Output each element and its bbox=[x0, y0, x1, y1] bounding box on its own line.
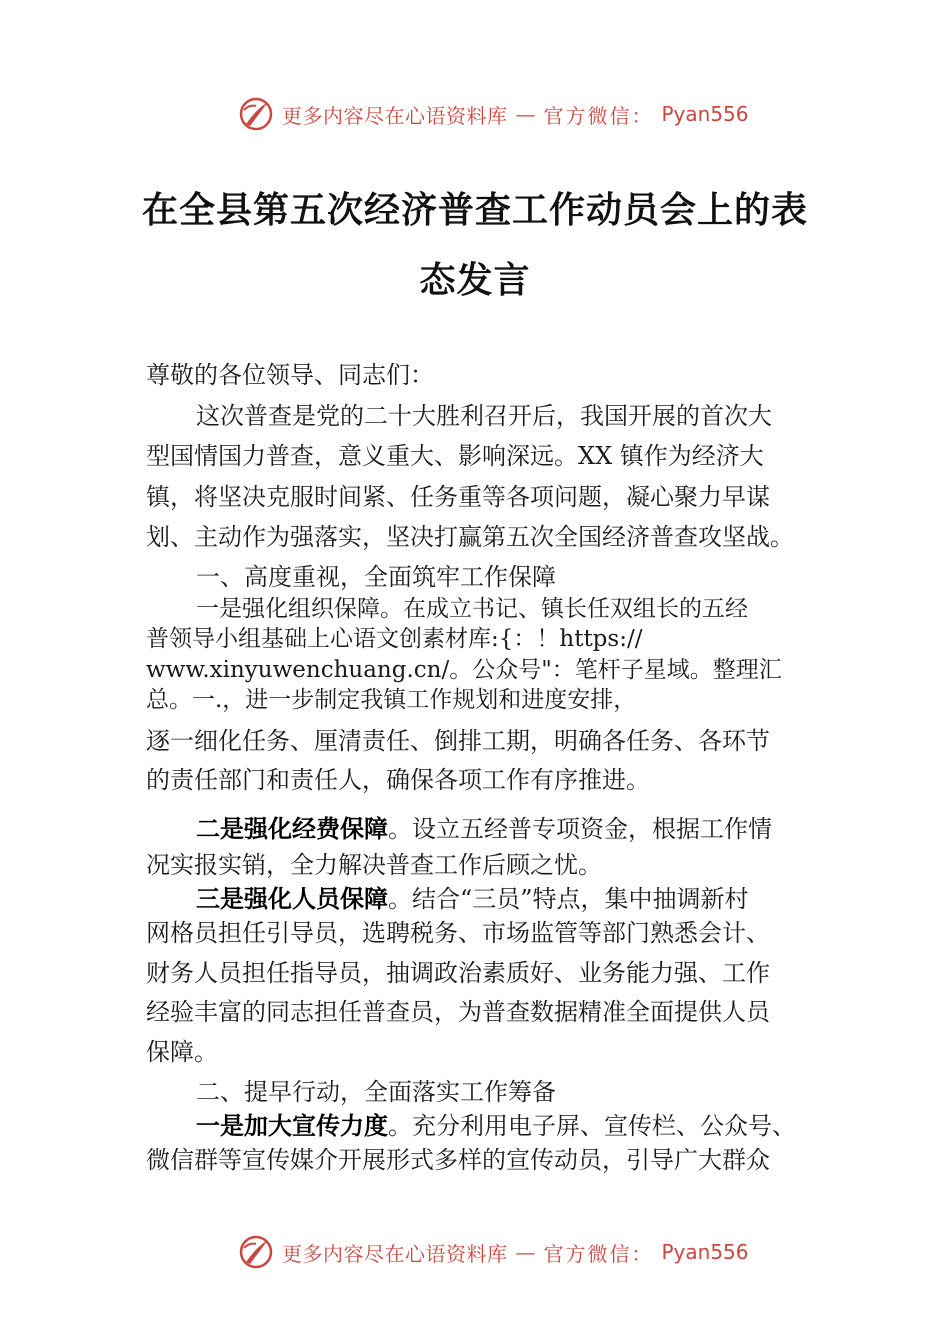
paragraph-1-line: 这次普查是党的二十大胜利召开后，我国开展的首次大 bbox=[196, 402, 772, 430]
watermark-wechat-id: Pyan556 bbox=[661, 1240, 749, 1264]
watermark-wechat-id: Pyan556 bbox=[661, 102, 749, 126]
paragraph-4-line: 保障。 bbox=[146, 1038, 218, 1066]
paragraph-4-text: 。结合“三员”特点，集中抽调新村 bbox=[388, 885, 749, 913]
paragraph-5-lead: 一是加大宣传力度 bbox=[196, 1112, 388, 1140]
paragraph-2-line: 总。一.，进一步制定我镇工作规划和进度安排， bbox=[146, 687, 637, 713]
page-title-line-2: 态发言 bbox=[419, 259, 531, 301]
paragraph-3-text: 。设立五经普专项资金，根据工作情 bbox=[388, 815, 772, 843]
watermark-wechat-label: 官方微信： bbox=[543, 103, 654, 128]
paragraph-4-line: 经验丰富的同志担任普查员，为普查数据精准全面提供人员 bbox=[146, 998, 770, 1026]
quill-seal-icon bbox=[238, 1234, 274, 1270]
page-title-line-1: 在全县第五次经济普查工作动员会上的表 bbox=[141, 189, 808, 231]
section-heading-1: 一、高度重视，全面筑牢工作保障 bbox=[196, 563, 556, 591]
paragraph-2-line: 的责任部门和责任人，确保各项工作有序推进。 bbox=[146, 766, 650, 794]
paragraph-4-line: 财务人员担任指导员，抽调政治素质好、业务能力强、工作 bbox=[146, 959, 770, 987]
watermark-text: 更多内容尽在心语资料库 bbox=[282, 1241, 508, 1266]
paragraph-2-line: www.xinyuwenchuang.cn/。公众号"：笔杆子星域。整理汇 bbox=[146, 657, 782, 683]
paragraph-1-line: 镇，将坚决克服时间紧、任务重等各项问题，凝心聚力早谋 bbox=[146, 483, 770, 511]
watermark-wechat-label: 官方微信： bbox=[543, 1241, 654, 1266]
paragraph-3-line: 况实报实销，全力解决普查工作后顾之忧。 bbox=[146, 851, 602, 879]
paragraph-4-line: 网格员担任引导员，选聘税务、市场监管等部门熟悉会计、 bbox=[146, 919, 770, 947]
section-heading-2: 二、提早行动，全面落实工作筹备 bbox=[196, 1078, 556, 1106]
paragraph-2-line: 普领导小组基础上心语文创素材库:{：！https:// bbox=[146, 626, 643, 652]
salutation: 尊敬的各位领导、同志们： bbox=[146, 361, 434, 389]
paragraph-2-line: 一是强化组织保障。在成立书记、镇长任双组长的五经 bbox=[196, 596, 748, 622]
paragraph-1-line: 划、主动作为强落实，坚决打赢第五次全国经济普查攻坚战。 bbox=[146, 523, 794, 551]
paragraph-1-line: 型国情国力普查，意义重大、影响深远。XX 镇作为经济大 bbox=[146, 442, 764, 470]
watermark-separator: — bbox=[515, 102, 536, 126]
paragraph-5-text: 。充分利用电子屏、宣传栏、公众号、 bbox=[388, 1112, 796, 1140]
paragraph-4-lead: 三是强化人员保障 bbox=[196, 885, 388, 913]
paragraph-5-line bbox=[196, 1111, 796, 1141]
footer-watermark bbox=[238, 1232, 758, 1272]
header-watermark bbox=[238, 94, 758, 134]
paragraph-3-line bbox=[196, 814, 772, 844]
paragraph-3-lead: 二是强化经费保障 bbox=[196, 815, 388, 843]
paragraph-4-line bbox=[196, 884, 749, 914]
watermark-text: 更多内容尽在心语资料库 bbox=[282, 103, 508, 128]
paragraph-5-line: 微信群等宣传媒介开展形式多样的宣传动员，引导广大群众 bbox=[146, 1146, 770, 1174]
watermark-separator: — bbox=[515, 1240, 536, 1264]
paragraph-2-line: 逐一细化任务、厘清责任、倒排工期，明确各任务、各环节 bbox=[146, 727, 770, 755]
quill-seal-icon bbox=[238, 96, 274, 132]
